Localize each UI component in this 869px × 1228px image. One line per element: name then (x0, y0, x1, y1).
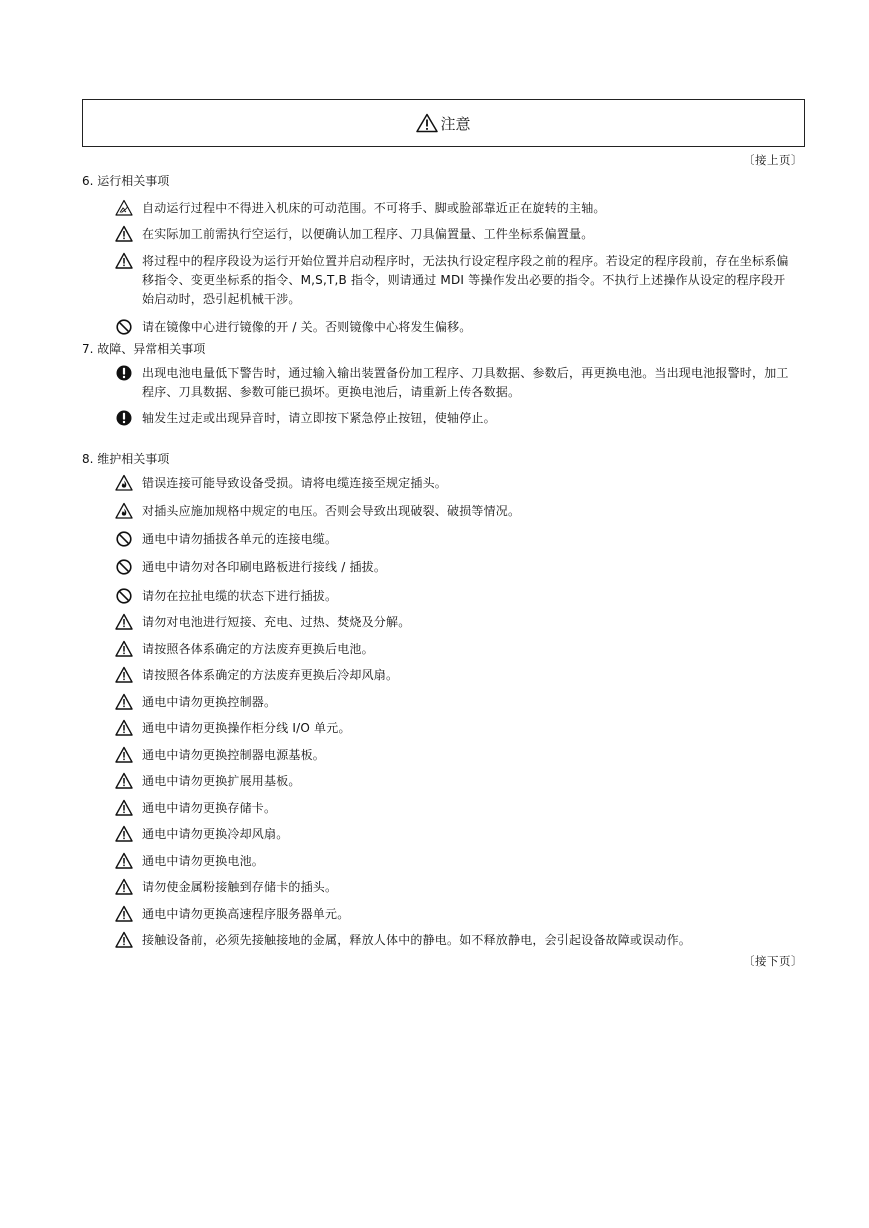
item-text: 通电中请勿更换高速程序服务器单元。 (142, 907, 350, 921)
item-text: 通电中请勿更换电池。 (142, 854, 265, 868)
item-text: 错误连接可能导致设备受损。请将电缆连接至规定插头。 (142, 476, 448, 490)
caution-triangle-icon (416, 113, 438, 133)
list-item (115, 252, 805, 309)
item-text: 出现电池电量低下警告时，通过输入输出装置备份加工程序、刀具数据、参数后，再更换电池。当出现电池报警时，加工程序、刀具数据、参数可能已损坏。更换电池后，请重新上传各数据。 (142, 366, 789, 399)
hand-pinch-warning-icon (115, 199, 133, 217)
item-text: 通电中请勿更换控制器。 (142, 695, 277, 709)
list-item (115, 878, 805, 897)
mandatory-exclamation-icon (115, 409, 133, 427)
list-item (115, 199, 805, 218)
section-title: 8. 维护相关事项 (82, 452, 170, 466)
item-text: 在实际加工前需执行空运行，以便确认加工程序、刀具偏置量、工件坐标系偏置量。 (142, 227, 594, 241)
item-text: 通电中请勿更换控制器电源基板。 (142, 748, 326, 762)
item-text: 将过程中的程序段设为运行开始位置并启动程序时，无法执行设定程序段之前的程序。若设定的程序段前，存在坐标系偏移指令、变更坐标系的指令、M,S,T,B 指令，则请通过 MDI 等操作发出必要的指令。不执行上述操作从设定的程序段开始启动时，恐引起机械干涉。 (142, 254, 789, 306)
item-text: 对插头应施加规格中规定的电压。否则会导致出现破裂、破损等情况。 (142, 504, 521, 518)
caution-triangle-icon (115, 225, 133, 243)
caution-triangle-icon (115, 852, 133, 870)
continued-from-label: 〔接上页〕 (743, 153, 803, 167)
list-item (115, 799, 805, 818)
list-item (115, 558, 805, 577)
list-item (115, 530, 805, 549)
section-title: 6. 运行相关事项 (82, 174, 170, 188)
list-item (115, 613, 805, 632)
prohibited-icon (115, 558, 133, 576)
item-text: 通电中请勿更换冷却风扇。 (142, 827, 289, 841)
item-text: 请勿使金属粉接触到存储卡的插头。 (142, 880, 338, 894)
item-text: 请按照各体系确定的方法废弃更换后电池。 (142, 642, 374, 656)
section-title: 7. 故障、异常相关事项 (82, 342, 206, 356)
fire-warning-icon (115, 474, 133, 492)
caution-triangle-icon (115, 931, 133, 949)
item-text: 通电中请勿更换存储卡。 (142, 801, 277, 815)
caution-triangle-icon (115, 825, 133, 843)
item-text: 接触设备前，必须先接触接地的金属，释放人体中的静电。如不释放静电，会引起设备故障或误动作。 (142, 933, 692, 947)
caution-triangle-icon (115, 666, 133, 684)
list-item (115, 225, 805, 244)
caution-triangle-icon (115, 746, 133, 764)
caution-triangle-icon (115, 878, 133, 896)
item-text: 请按照各体系确定的方法废弃更换后冷却风扇。 (142, 668, 399, 682)
header-title-text: 注意 (440, 114, 471, 133)
caution-triangle-icon (115, 719, 133, 737)
item-text: 请在镜像中心进行镜像的开 / 关。否则镜像中心将发生偏移。 (142, 320, 472, 334)
item-text: 自动运行过程中不得进入机床的可动范围。不可将手、脚或脸部靠近正在旋转的主轴。 (142, 201, 606, 215)
caution-triangle-icon (115, 640, 133, 658)
list-item (115, 474, 805, 493)
caution-triangle-icon (115, 772, 133, 790)
caution-triangle-icon (115, 613, 133, 631)
item-text: 轴发生过走或出现异音时，请立即按下紧急停止按钮，使轴停止。 (142, 411, 496, 425)
list-item (115, 852, 805, 871)
item-text: 通电中请勿更换扩展用基板。 (142, 774, 301, 788)
list-item (115, 931, 805, 950)
list-item (115, 502, 805, 521)
mandatory-exclamation-icon (115, 364, 133, 382)
prohibited-icon (115, 318, 133, 336)
list-item (115, 318, 805, 337)
caution-triangle-icon (115, 799, 133, 817)
list-item (115, 772, 805, 791)
item-text: 请勿在拉扯电缆的状态下进行插拔。 (142, 589, 338, 603)
caution-triangle-icon (115, 693, 133, 711)
list-item (115, 409, 805, 428)
prohibited-icon (115, 530, 133, 548)
list-item (115, 666, 805, 685)
prohibited-icon (115, 587, 133, 605)
list-item (115, 825, 805, 844)
list-item (115, 587, 805, 606)
fire-warning-icon (115, 502, 133, 520)
item-text: 通电中请勿更换操作柜分线 I/O 单元。 (142, 721, 351, 735)
list-item (115, 905, 805, 924)
list-item (115, 693, 805, 712)
continued-to-label: 〔接下页〕 (743, 954, 803, 968)
item-text: 通电中请勿插拔各单元的连接电缆。 (142, 532, 338, 546)
caution-header-box (82, 99, 805, 147)
list-item (115, 719, 805, 738)
list-item (115, 364, 805, 402)
item-text: 请勿对电池进行短接、充电、过热、焚烧及分解。 (142, 615, 411, 629)
header-title (416, 113, 470, 134)
list-item (115, 640, 805, 659)
item-text: 通电中请勿对各印刷电路板进行接线 / 插拔。 (142, 560, 387, 574)
list-item (115, 746, 805, 765)
caution-triangle-icon (115, 905, 133, 923)
caution-triangle-icon (115, 252, 133, 270)
